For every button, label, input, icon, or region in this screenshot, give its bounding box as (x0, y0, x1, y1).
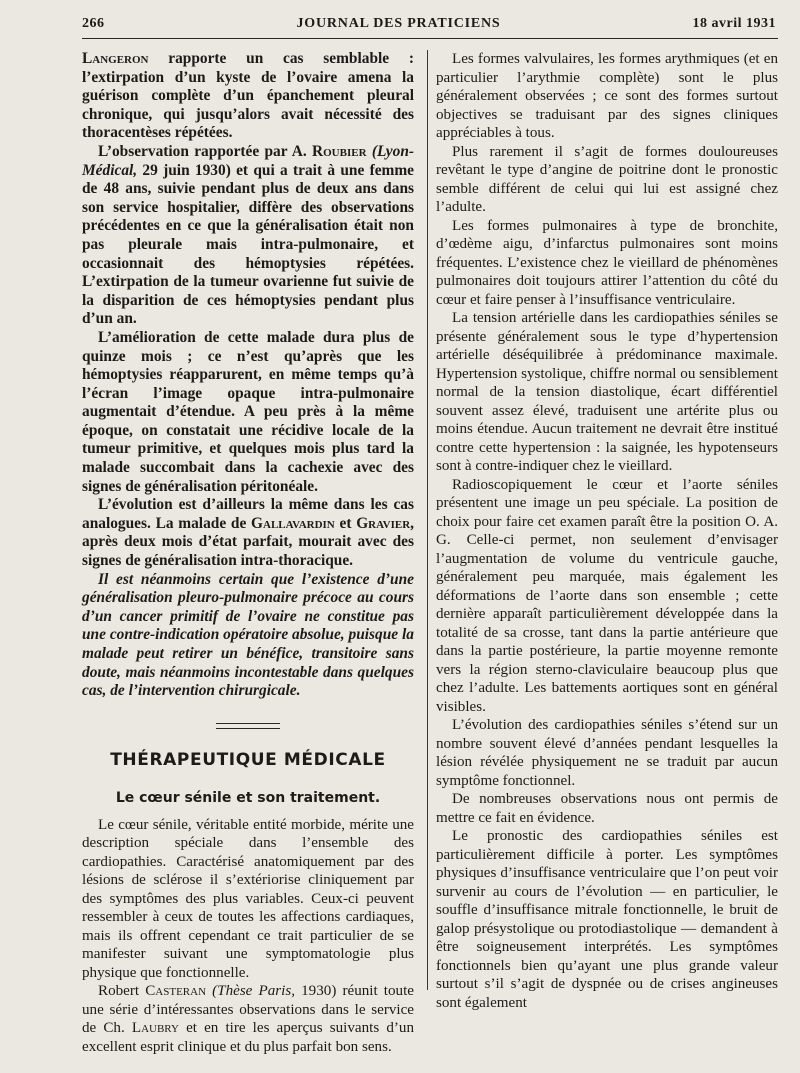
page-header (82, 16, 776, 38)
column-divider (427, 50, 428, 990)
article-body (82, 816, 414, 1057)
paragraph: Les formes valvulaires, les formes arythmiques (et en particulier l’arythmie complète) sont le plus généralement observées ; ce sont des formes surtout objectives se traduisant par des signes cliniques appréciables à tous. (436, 51, 778, 141)
author-name: Langeron (82, 50, 149, 67)
citation: (Thèse Paris, (206, 983, 295, 1000)
paragraph: Le cœur sénile, véritable entité morbide, mérite une description spéciale dans l’ensemble des cardiopathies. Caractérisé anatomiquement par des lésions de sclérose il s’extériorise cliniquement par des symptômes des plus variables. Ceux-ci peuvent ressembler à ceux de toutes les affections cardiaques, mais ils offrent cependant ce trait particulier de se manifester suivant une symptomatologie plus physique que fonctionnelle. (82, 816, 414, 981)
paragraph: Langeron rapporte un cas semblable : l’extirpation d’un kyste de l’ovaire amena la guérison complète d’un épanchement pleural chronique, qui jusqu’alors avait nécessité des thoracentèses répétées. (82, 50, 414, 142)
page-number: 266 (82, 16, 105, 31)
paragraph: La tension artérielle dans les cardiopathies séniles se présente généralement sous le type d’hypertension artérielle déséquilibrée à prédominance maximale. Hypertension systolique, chiffre normal ou sensiblement normal de la tension diastolique, écart différentiel souvent assez élevé, traduisent une artérite plus ou moins étendue. Aucun traitement ne devrait être institué contre cette hypertension : la saignée, les hypotenseurs sont à contre-indiquer chez le vieillard. (436, 310, 778, 474)
journal-title: JOURNAL DES PRATICIENS (296, 16, 501, 31)
author-name: Laubry (131, 1020, 179, 1037)
paragraph: L’évolution des cardiopathies séniles s’étend sur un nombre souvent élevé d’années pendant lesquelles la lésion révélée physiquement ne se traduit par aucun symptôme fonctionnel. (436, 717, 778, 789)
paragraph: De nombreuses observations nous ont permis de mettre ce fait en évidence. (436, 791, 778, 826)
author-name: Gravier (356, 514, 411, 532)
paragraph: Plus rarement il s’agit de formes douloureuses revêtant le type d’angine de poitrine dont le pronostic semble différent de celui qui lui est assigné chez l’adulte. (436, 143, 778, 215)
citation: (Lyon-Médical, (82, 142, 414, 179)
paragraph: L’amélioration de cette malade dura plus de quinze mois ; ce n’est qu’après que les hémoptysies réapparurent, en même temps qu’à l’écran l’image opaque intra-pulmonaire augmentait d’étendue. A peu près à la même époque, on constatait une récidive locale de la tumeur primitive, et quelques mois plus tard la malade succombait dans la cachexie avec des signes de généralisation péritonéale. (82, 328, 414, 495)
author-name: Gallavardin (251, 514, 335, 532)
paragraph: Les formes pulmonaires à type de bronchite, d’œdème aigu, d’infarctus pulmonaires sont moins fréquentes. L’existence chez le vieillard de phénomènes pulmonaires doit toujours attirer l’attention du côté du cœur et faire penser à l’insuffisance ventriculaire. (436, 217, 778, 308)
right-column (436, 50, 778, 1012)
section-separator (216, 723, 280, 729)
section-title: THÉRAPEUTIQUE MÉDICALE (110, 749, 386, 770)
left-column (82, 50, 414, 1056)
header-rule (82, 38, 778, 39)
paragraph: L’observation rapportée par A. Roubier (Lyon-Médical, 29 juin 1930) et qui a trait à une femme de 48 ans, suivie pendant plus de deux ans dans son service hospitalier, diffère des observations précédentes en ce que la généralisation était non pas pleurale mais intra-pulmonaire, et occasionnait des hémoptysies répétées. L’extirpation de la tumeur ovarienne fut suivie de la disparition de ces hémoptysies pendant plus d’un an. (82, 142, 414, 328)
paragraph: L’évolution est d’ailleurs la même dans les cas analogues. La malade de Gallavardin et Gravier, après deux mois d’état parfait, mourait avec des signes de généralisation intra-thoracique. (82, 496, 415, 570)
author-name: Casteran (145, 983, 207, 1000)
author-name: Roubier (312, 142, 367, 160)
paragraph: Le pronostic des cardiopathies séniles est particulièrement difficile à porter. Les symptômes physiques d’insuffisance ventriculaire que l’on peut voir survenir au cours de l’évolution — en particulier, le souffle d’insuffisance mitrale fonctionnelle, le bruit de galop présystolique ou protodiastolique — demandent à être soigneusement interprétés. Les symptômes fonctionnels bien qu’ayant une plus grande valeur surtout s’il s’agit de dyspnée ou de crises angineuses sont également (436, 828, 778, 1011)
article-title: Le cœur sénile et son traitement. (115, 790, 381, 807)
paragraph: Robert Casteran (Thèse Paris, 1930) réunit toute une série d’intéressantes observations dans le service de Ch. Laubry et en tire les aperçus suivants d’un excellent esprit clinique et du plus parfait bon sens. (82, 983, 414, 1055)
paragraph-conclusion: Il est néanmoins certain que l’existence d’une généralisation pleuro-pulmonaire précoce au cours d’un cancer primitif de l’ovaire ne constitue pas une contre-indication opératoire absolue, puisque la malade peut retirer un bénéfice, transitoire sans doute, mais néanmoins incontestable dans quelques cas, de l’intervention chirurgicale. (82, 570, 414, 700)
paragraph: Radioscopiquement le cœur et l’aorte séniles présentent une image un peu spéciale. La position de choix pour faire cet examen paraît être la position O. A. G. Celle-ci permet, non seulement d’envisager l’augmentation de volume du ventricule gauche, généralement peu marquée, mais également les déformations de l’aorte dans son ensemble ; cette dernière apparaît particulièrement développée dans la totalité de sa crosse, tant dans la partie antérieure que dans la partie postérieure, la partie moyenne remonte vers la région sterno-claviculaire beaucoup plus que chez l’adulte. Les battements aortiques sont en général visibles. (436, 476, 778, 715)
issue-date: 18 avril 1931 (692, 16, 776, 31)
